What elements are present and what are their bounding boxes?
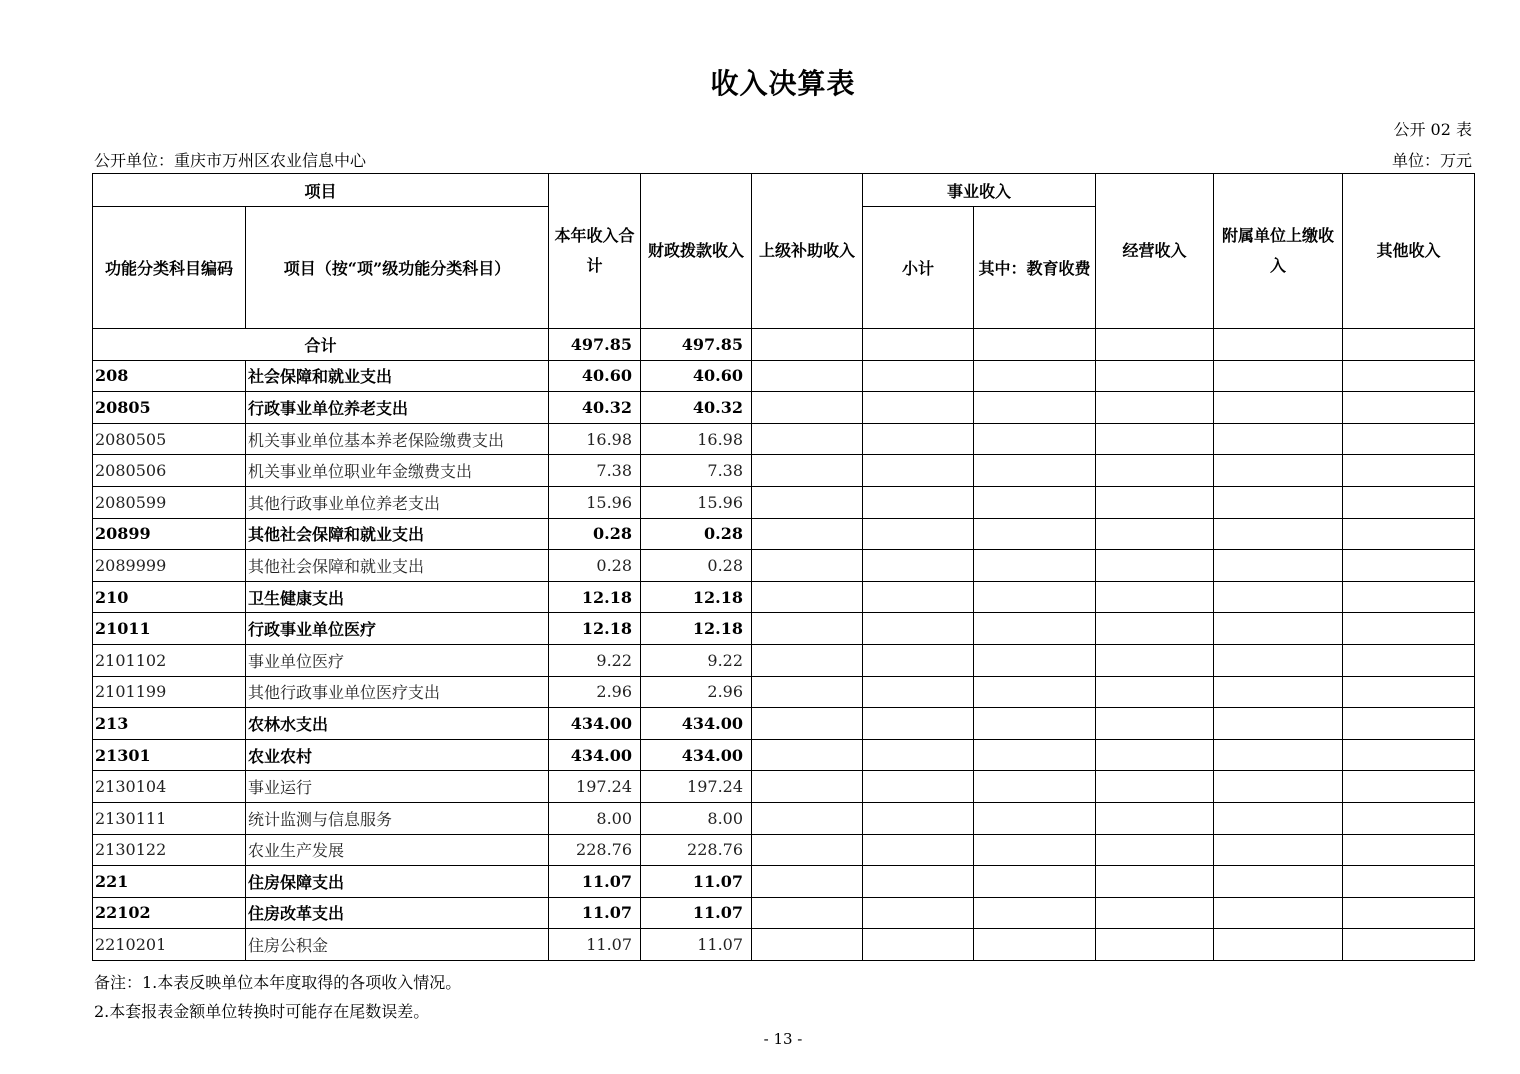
table-row [93, 929, 1475, 961]
empty-cell [974, 613, 1096, 645]
empty-cell [1096, 613, 1214, 645]
table-row [93, 708, 1475, 740]
table-row [93, 455, 1475, 487]
empty-cell [1096, 834, 1214, 866]
header-other: 其他收入 [1343, 174, 1475, 329]
empty-cell [1343, 676, 1475, 708]
row-fiscal: 11.07 [641, 929, 752, 961]
empty-cell [1214, 834, 1343, 866]
form-number: 公开 02 表 [1393, 120, 1472, 139]
empty-cell [1096, 581, 1214, 613]
empty-cell [1096, 486, 1214, 518]
empty-cell [1343, 897, 1475, 929]
empty-cell [974, 486, 1096, 518]
empty-cell [974, 929, 1096, 961]
table-row [93, 739, 1475, 771]
row-total: 12.18 [549, 613, 641, 645]
row-code: 2130111 [93, 802, 246, 834]
row-fiscal: 0.28 [641, 550, 752, 582]
empty-cell [1214, 518, 1343, 550]
empty-cell [863, 739, 974, 771]
empty-cell [974, 897, 1096, 929]
empty-cell [1096, 708, 1214, 740]
empty-cell [1214, 455, 1343, 487]
row-code: 2089999 [93, 550, 246, 582]
empty-cell [1343, 929, 1475, 961]
row-code: 2130104 [93, 771, 246, 803]
row-fiscal: 8.00 [641, 802, 752, 834]
table-row [93, 834, 1475, 866]
row-item-name: 农业生产发展 [246, 834, 549, 866]
row-fiscal: 197.24 [641, 771, 752, 803]
row-item-name: 住房改革支出 [246, 897, 549, 929]
row-total: 12.18 [549, 581, 641, 613]
empty-cell [974, 866, 1096, 898]
row-code: 210 [93, 581, 246, 613]
empty-cell [863, 708, 974, 740]
empty-cell [974, 676, 1096, 708]
empty-cell [1343, 486, 1475, 518]
row-total: 0.28 [549, 518, 641, 550]
row-fiscal: 40.60 [641, 360, 752, 392]
row-item-name: 机关事业单位基本养老保险缴费支出 [246, 423, 549, 455]
empty-cell [1343, 866, 1475, 898]
empty-cell [1343, 613, 1475, 645]
table-row [93, 518, 1475, 550]
row-fiscal: 228.76 [641, 834, 752, 866]
row-fiscal: 11.07 [641, 897, 752, 929]
empty-cell [1214, 360, 1343, 392]
row-fiscal: 9.22 [641, 644, 752, 676]
empty-cell [1214, 423, 1343, 455]
total-row [93, 329, 1475, 361]
row-total: 40.60 [549, 360, 641, 392]
table-row [93, 644, 1475, 676]
empty-cell [1214, 644, 1343, 676]
row-fiscal: 434.00 [641, 708, 752, 740]
empty-cell [752, 897, 863, 929]
table-row [93, 423, 1475, 455]
empty-cell [1214, 866, 1343, 898]
total-amount: 497.85 [549, 329, 641, 361]
empty-cell [1214, 676, 1343, 708]
row-code: 2080506 [93, 455, 246, 487]
row-total: 8.00 [549, 802, 641, 834]
empty-cell [863, 834, 974, 866]
row-total: 0.28 [549, 550, 641, 582]
row-total: 9.22 [549, 644, 641, 676]
table-row [93, 866, 1475, 898]
table-row [93, 897, 1475, 929]
row-total: 11.07 [549, 929, 641, 961]
row-code: 22102 [93, 897, 246, 929]
row-total: 11.07 [549, 866, 641, 898]
empty-cell [752, 676, 863, 708]
empty-cell [1343, 455, 1475, 487]
row-item-name: 其他社会保障和就业支出 [246, 518, 549, 550]
empty-cell [1343, 739, 1475, 771]
header-row-1 [93, 174, 1475, 207]
table-row [93, 581, 1475, 613]
empty-cell [863, 550, 974, 582]
row-fiscal: 7.38 [641, 455, 752, 487]
row-item-name: 其他行政事业单位医疗支出 [246, 676, 549, 708]
empty-cell [752, 392, 863, 424]
empty-cell [1096, 771, 1214, 803]
row-item-name: 住房保障支出 [246, 866, 549, 898]
empty-cell [1096, 676, 1214, 708]
row-fiscal: 0.28 [641, 518, 752, 550]
empty-cell [1214, 613, 1343, 645]
empty-cell [863, 486, 974, 518]
header-item: 项目（按“项”级功能分类科目） [246, 207, 549, 329]
empty-cell [1214, 581, 1343, 613]
empty-cell [974, 550, 1096, 582]
empty-cell [1343, 771, 1475, 803]
currency-unit: 单位：万元 [1391, 151, 1472, 170]
empty-cell [1343, 644, 1475, 676]
table-row [93, 360, 1475, 392]
empty-cell [752, 550, 863, 582]
empty-cell [863, 866, 974, 898]
note-2: 2.本套报表金额单位转换时可能存在尾数误差。 [94, 1002, 430, 1021]
empty-cell [863, 897, 974, 929]
total-fiscal: 497.85 [641, 329, 752, 361]
row-total: 228.76 [549, 834, 641, 866]
row-item-name: 农林水支出 [246, 708, 549, 740]
row-code: 2080505 [93, 423, 246, 455]
row-code: 2210201 [93, 929, 246, 961]
empty-cell [752, 802, 863, 834]
row-item-name: 统计监测与信息服务 [246, 802, 549, 834]
empty-cell [1343, 708, 1475, 740]
empty-cell [752, 644, 863, 676]
empty-cell [974, 644, 1096, 676]
empty-cell [752, 455, 863, 487]
header-education: 其中：教育收费 [974, 207, 1096, 329]
empty-cell [863, 423, 974, 455]
empty-cell [1214, 929, 1343, 961]
empty-cell [863, 581, 974, 613]
empty-cell [863, 613, 974, 645]
row-code: 2080599 [93, 486, 246, 518]
empty-cell [863, 676, 974, 708]
empty-cell [1096, 550, 1214, 582]
empty-cell [1343, 423, 1475, 455]
header-total: 本年收入合计 [549, 174, 641, 329]
row-fiscal: 12.18 [641, 581, 752, 613]
empty-cell [974, 834, 1096, 866]
row-item-name: 机关事业单位职业年金缴费支出 [246, 455, 549, 487]
empty-cell [974, 455, 1096, 487]
table-row [93, 676, 1475, 708]
empty-cell [752, 613, 863, 645]
row-item-name: 行政事业单位医疗 [246, 613, 549, 645]
empty-cell [863, 644, 974, 676]
table-row [93, 802, 1475, 834]
empty-cell [863, 518, 974, 550]
row-total: 11.07 [549, 897, 641, 929]
row-total: 2.96 [549, 676, 641, 708]
header-affiliated: 附属单位上缴收入 [1214, 174, 1343, 329]
row-total: 15.96 [549, 486, 641, 518]
row-fiscal: 16.98 [641, 423, 752, 455]
row-item-name: 事业运行 [246, 771, 549, 803]
empty-cell [1343, 360, 1475, 392]
empty-cell [863, 392, 974, 424]
empty-cell [752, 771, 863, 803]
row-fiscal: 12.18 [641, 613, 752, 645]
empty-cell [752, 834, 863, 866]
empty-cell [1214, 897, 1343, 929]
empty-cell [1214, 392, 1343, 424]
empty-cell [1343, 518, 1475, 550]
empty-cell [1214, 739, 1343, 771]
table-row [93, 392, 1475, 424]
table-row [93, 613, 1475, 645]
header-code: 功能分类科目编码 [93, 207, 246, 329]
table-row [93, 771, 1475, 803]
empty-cell [752, 739, 863, 771]
row-total: 7.38 [549, 455, 641, 487]
empty-cell [974, 771, 1096, 803]
empty-cell [863, 802, 974, 834]
empty-cell [1096, 802, 1214, 834]
empty-cell [1096, 739, 1214, 771]
empty-cell [752, 708, 863, 740]
row-item-name: 农业农村 [246, 739, 549, 771]
header-subtotal: 小计 [863, 207, 974, 329]
table-row [93, 486, 1475, 518]
empty-cell [752, 929, 863, 961]
empty-cell [1214, 802, 1343, 834]
empty-cell [974, 708, 1096, 740]
empty-cell [863, 455, 974, 487]
empty-cell [1096, 392, 1214, 424]
row-fiscal: 434.00 [641, 739, 752, 771]
row-code: 21011 [93, 613, 246, 645]
header-project: 项目 [93, 174, 549, 207]
row-code: 20805 [93, 392, 246, 424]
row-total: 40.32 [549, 392, 641, 424]
empty-cell [752, 866, 863, 898]
empty-cell [974, 581, 1096, 613]
empty-cell [752, 423, 863, 455]
row-total: 434.00 [549, 708, 641, 740]
empty-cell [1096, 866, 1214, 898]
row-item-name: 其他行政事业单位养老支出 [246, 486, 549, 518]
empty-cell [1214, 486, 1343, 518]
empty-cell [1096, 644, 1214, 676]
empty-cell [974, 739, 1096, 771]
header-superior: 上级补助收入 [752, 174, 863, 329]
row-code: 2130122 [93, 834, 246, 866]
empty-cell [1343, 834, 1475, 866]
row-fiscal: 40.32 [641, 392, 752, 424]
row-total: 197.24 [549, 771, 641, 803]
row-code: 2101102 [93, 644, 246, 676]
empty-cell [1096, 423, 1214, 455]
empty-cell [1214, 550, 1343, 582]
empty-cell [974, 802, 1096, 834]
note-1: 备注：1.本表反映单位本年度取得的各项收入情况。 [94, 973, 462, 992]
header-fiscal: 财政拨款收入 [641, 174, 752, 329]
empty-cell [752, 360, 863, 392]
row-item-name: 社会保障和就业支出 [246, 360, 549, 392]
row-fiscal: 2.96 [641, 676, 752, 708]
page-number: - 13 - [763, 1030, 803, 1048]
empty-cell [1214, 771, 1343, 803]
empty-cell [1343, 392, 1475, 424]
row-code: 213 [93, 708, 246, 740]
empty-cell [752, 581, 863, 613]
table-row [93, 550, 1475, 582]
row-fiscal: 11.07 [641, 866, 752, 898]
empty-cell [1096, 929, 1214, 961]
empty-cell [974, 518, 1096, 550]
empty-cell [1096, 360, 1214, 392]
row-total: 16.98 [549, 423, 641, 455]
header-business-income: 事业收入 [863, 174, 1096, 207]
row-code: 21301 [93, 739, 246, 771]
page-title: 收入决算表 [710, 67, 856, 100]
row-item-name: 住房公积金 [246, 929, 549, 961]
row-code: 2101199 [93, 676, 246, 708]
header-operating: 经营收入 [1096, 174, 1214, 329]
empty-cell [1214, 708, 1343, 740]
row-total: 434.00 [549, 739, 641, 771]
empty-cell [1343, 550, 1475, 582]
reporting-unit: 公开单位：重庆市万州区农业信息中心 [94, 151, 367, 170]
income-table [92, 173, 1475, 961]
row-item-name: 行政事业单位养老支出 [246, 392, 549, 424]
empty-cell [1343, 802, 1475, 834]
empty-cell [974, 392, 1096, 424]
row-item-name: 其他社会保障和就业支出 [246, 550, 549, 582]
empty-cell [1096, 455, 1214, 487]
empty-cell [1096, 518, 1214, 550]
empty-cell [863, 360, 974, 392]
row-code: 20899 [93, 518, 246, 550]
row-item-name: 事业单位医疗 [246, 644, 549, 676]
empty-cell [1096, 897, 1214, 929]
total-label: 合计 [93, 329, 549, 361]
empty-cell [1343, 581, 1475, 613]
row-code: 208 [93, 360, 246, 392]
empty-cell [752, 486, 863, 518]
empty-cell [752, 518, 863, 550]
empty-cell [863, 929, 974, 961]
row-fiscal: 15.96 [641, 486, 752, 518]
empty-cell [974, 360, 1096, 392]
row-code: 221 [93, 866, 246, 898]
empty-cell [974, 423, 1096, 455]
empty-cell [863, 771, 974, 803]
row-item-name: 卫生健康支出 [246, 581, 549, 613]
